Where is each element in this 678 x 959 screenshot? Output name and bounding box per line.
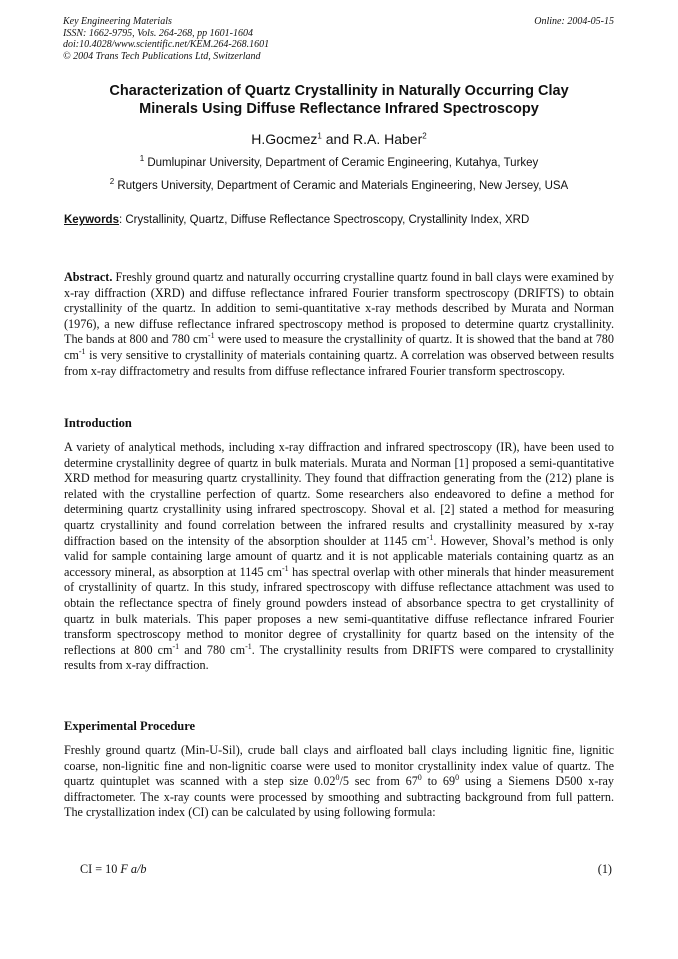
keywords-text: Crystallinity, Quartz, Diffuse Reflectance Spectroscopy, Crystallinity Index, XRD xyxy=(125,214,530,226)
affiliation-1 xyxy=(64,156,614,170)
intro-text-3: has spectral overlap with other minerals that hinder measurement of crystallinity of quartz. In this study, infrared spectroscopy with diffuse reflectance attachment was used to obtain the reflectance spectra of finely ground powders instead of absorbance spectra to get crystallinity of quartz in bulk materials. This paper proposes a new semi-quantitative diffuse reflectance infrared Fourier transform spectroscopy method to monitor degree of crystallinity for quartz based on the intensity of the reflections at 800 cm xyxy=(64,564,615,657)
exp-text-4: using a Siemens D500 x-ray diffractometer. The x-ray counts were processed by smoothing and subtracting background from full pattern. The crystallization index (CI) can be calculated by using following formula: xyxy=(64,774,614,820)
keywords-line xyxy=(64,213,614,227)
abstract-paragraph xyxy=(64,270,614,379)
journal-header xyxy=(63,16,269,62)
intro-text-2: . However, Shoval’s method is only valid for sample containing large amount of quartz and it is not applicable materials containing quartz as an accessory mineral, as absorption at 1145 cm xyxy=(64,533,615,579)
online-date: Online: 2004-05-15 xyxy=(534,16,614,27)
experimental-heading: Experimental Procedure xyxy=(64,719,196,733)
copyright-line: © 2004 Trans Tech Publications Ltd, Switzerland xyxy=(63,50,261,62)
author-conjunction: and xyxy=(321,131,353,147)
abstract-sup-2: -1 xyxy=(78,346,86,356)
author-1: H.Gocmez xyxy=(251,131,318,147)
exp-text-3: to 69 xyxy=(421,774,456,789)
keywords-separator: : xyxy=(118,214,126,226)
keywords-label: Keywords xyxy=(64,214,119,226)
title-line-1: Characterization of Quartz Crystallinity in Naturally Occurring Clay xyxy=(109,83,569,99)
issn-line: ISSN: 1662-9795, Vols. 264-268, pp 1601-1604 xyxy=(63,27,253,39)
abstract-text-2: were used to measure the crystallinity of quartz. It is showed that the band at 780 cm xyxy=(64,332,614,362)
author-2: R.A. Haber xyxy=(353,131,423,147)
journal-name: Key Engineering Materials xyxy=(63,16,172,27)
exp-sup-1: 0 xyxy=(335,773,340,783)
introduction-heading: Introduction xyxy=(64,416,132,430)
affiliation-1-marker: 1 xyxy=(139,154,145,164)
exp-sup-3: 0 xyxy=(455,773,460,783)
intro-sup-1: -1 xyxy=(426,532,434,542)
intro-sup-3: -1 xyxy=(172,641,180,651)
intro-text-4: and 780 cm xyxy=(179,642,246,657)
equation-lhs: CI = 10 xyxy=(80,862,121,876)
intro-text-1: A variety of analytical methods, including x-ray diffraction and infrared spectroscopy (IR), have been used to determine crystallinity degree of quartz in bulk materials. Murata and Norman [1] proposed a semi-quantitative XRD method for measuring quartz crystallinity. They found that diffraction generating from the (212) plane is related with the crystalline perfection of quartz. Some researchers also endeavored to define a method for determining quartz crystallinity using infrared spectroscopy. Shoval et al. [2] stated a method for measuring quartz crystallinity and found correlation between the infrared results and crystallinity measured by x-ray diffraction based on the intensity of the absorption shoulder at 1145 cm xyxy=(64,440,614,548)
intro-sup-2: -1 xyxy=(281,563,289,573)
doi-line[interactable]: doi:10.4028/www.scientific.net/KEM.264-268.1601 xyxy=(63,39,270,50)
equation-1 xyxy=(80,862,146,877)
intro-sup-4: -1 xyxy=(245,641,252,651)
affiliation-2-text: Rutgers University, Department of Ceramic and Materials Engineering, New Jersey, USA xyxy=(117,180,569,192)
abstract-sup-1: -1 xyxy=(207,331,215,341)
exp-sup-2: 0 xyxy=(417,773,422,783)
affiliation-2-marker: 2 xyxy=(109,177,115,187)
abstract-label: Abstract. xyxy=(64,270,113,284)
affiliation-1-text: Dumlupinar University, Department of Ceramic Engineering, Kutahya, Turkey xyxy=(147,157,539,169)
affiliation-2 xyxy=(64,179,614,193)
abstract-text-3: is very sensitive to crystallinity of materials containing quartz. A correlation was observed between results from x-ray diffractometry and results from diffuse reflectance infrared Fourier transform spectroscopy. xyxy=(64,347,614,378)
abstract-text-1: Freshly ground quartz and naturally occurring crystalline quartz found in ball clays were examined by x-ray diffraction (XRD) and diffuse reflectance infrared Fourier transform spectroscopy (DRIFTS) to obtain crystallinity of the quartz. In addition to semi-quantitative x-ray methods described by Murata and Norman (1976), a new diffuse reflectance infrared spectroscopy method is proposed to determine quartz crystallinity. The bands at 800 and 780 cm xyxy=(64,270,614,347)
author-2-affil-marker: 2 xyxy=(422,131,427,141)
exp-text-2: /5 sec from 67 xyxy=(339,774,418,789)
title-line-2: Minerals Using Diffuse Reflectance Infrared Spectroscopy xyxy=(139,101,539,117)
exp-text-1: Freshly ground quartz (Min-U-Sil), crude ball clays and airfloated ball clays including lignitic fine, lignitic coarse, non-lignitic fine and non-lignitic coarse were used to monitor crystallinity index value of quartz. The quartz quintuplet was scanned with a step size 0.02 xyxy=(64,743,614,789)
author-list xyxy=(64,130,614,148)
intro-text-5: . The crystallinity results from DRIFTS were compared to crystallinity results from x-ray diffraction. xyxy=(64,642,614,673)
introduction-paragraph xyxy=(64,440,614,674)
author-1-affil-marker: 1 xyxy=(317,131,322,141)
paper-title xyxy=(64,82,614,118)
experimental-paragraph xyxy=(64,743,614,821)
equation-number: (1) xyxy=(597,862,612,876)
equation-rhs: F a/b xyxy=(120,862,147,876)
